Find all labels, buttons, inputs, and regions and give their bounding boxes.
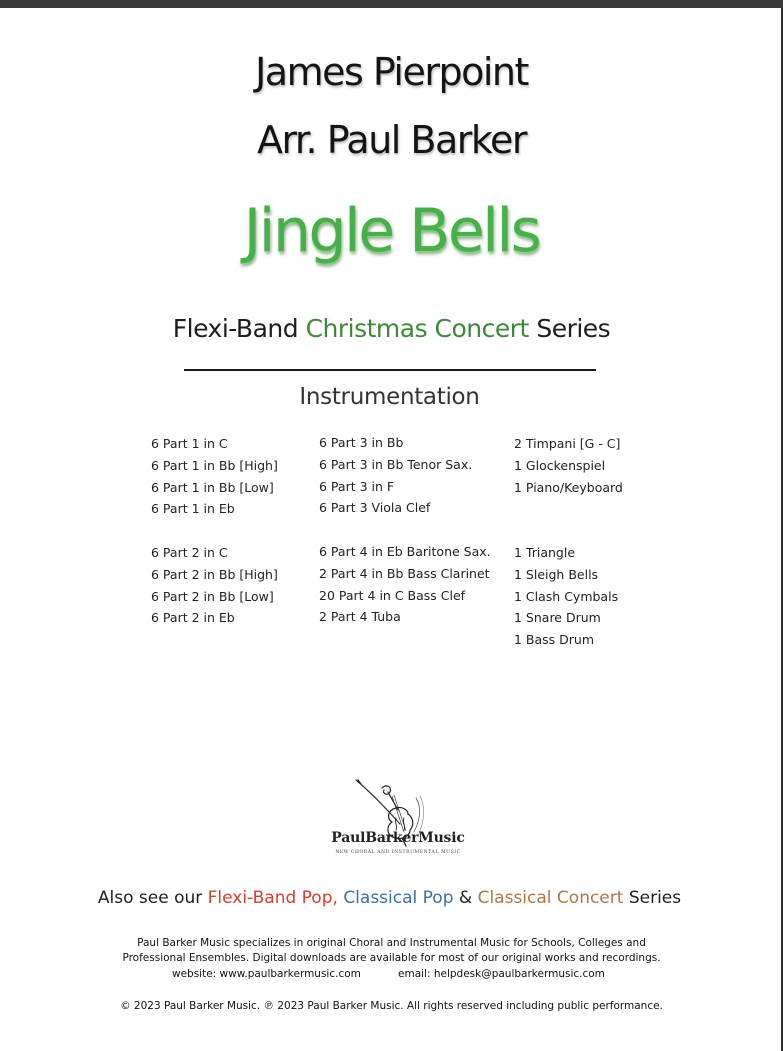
- copyright-notice: © 2023 Paul Barker Music. ℗ 2023 Paul Barker Music. All rights reserved including public performance.: [120, 1000, 663, 1012]
- promo-prefix: Also see our: [97, 888, 208, 908]
- column-gap: [319, 519, 491, 541]
- instrumentation-column-2: [319, 432, 491, 628]
- instrument-item: 2 Part 4 in Bb Bass Clarinet: [319, 565, 490, 581]
- instrument-item: 6 Part 3 Viola Clef: [319, 500, 431, 516]
- instrument-item: 6 Part 2 in Eb: [151, 610, 235, 626]
- instrument-item: 6 Part 1 in Eb: [151, 501, 235, 517]
- piece-title: Jingle Bells: [243, 196, 540, 266]
- instrument-item: 6 Part 1 in C: [151, 436, 228, 451]
- column-gap: [514, 520, 623, 542]
- promo-classical-concert: Classical Concert: [477, 888, 624, 908]
- footer-line-1: Paul Barker Music specializes in original Choral and Instrumental Music for Schools, Colleges and: [137, 937, 646, 949]
- instrument-item: 6 Part 3 in Bb Tenor Sax.: [319, 456, 473, 472]
- series-line: [0, 314, 783, 343]
- series-suffix: Series: [528, 314, 611, 343]
- composer-name: James Pierpoint: [255, 50, 528, 94]
- column-gap: [514, 498, 623, 520]
- instrument-item: 1 Triangle: [514, 544, 576, 560]
- divider-rule: [184, 369, 596, 371]
- promo-line: [0, 888, 779, 908]
- instrument-item: 1 Snare Drum: [514, 610, 601, 626]
- instrument-item: 6 Part 2 in C: [151, 544, 228, 560]
- instrument-item: 2 Part 4 Tuba: [319, 609, 401, 625]
- promo-ampersand: &: [453, 888, 478, 908]
- footer-description: [0, 936, 783, 966]
- instrument-item: 1 Clash Cymbals: [514, 588, 619, 604]
- instrument-item: 6 Part 2 in Bb [High]: [151, 566, 278, 582]
- website-text: website: www.paulbarkermusic.com: [172, 968, 361, 980]
- instrument-item: 2 Timpani [G - C]: [514, 436, 621, 451]
- email-text: email: helpdesk@paulbarkermusic.com: [398, 968, 605, 980]
- logo-tagline: NEW CHORAL AND INSTRUMENTAL MUSIC: [335, 850, 461, 855]
- promo-flexi-band-pop: Flexi-Band Pop,: [207, 888, 338, 908]
- instrument-item: 1 Bass Drum: [514, 632, 595, 648]
- instrumentation-column-3: [514, 433, 623, 651]
- instrument-item: 1 Sleigh Bells: [514, 566, 599, 582]
- instrumentation-heading: Instrumentation: [299, 384, 480, 410]
- instrument-item: 6 Part 3 in Bb: [319, 435, 404, 450]
- window-top-bar: [0, 0, 783, 8]
- instrument-item: 6 Part 1 in Bb [High]: [151, 457, 278, 473]
- series-prefix: Flexi-Band: [172, 314, 306, 343]
- arranger-name: Arr. Paul Barker: [256, 118, 527, 162]
- instrument-item: 6 Part 4 in Eb Baritone Sax.: [319, 543, 491, 559]
- instrumentation-column-1: [151, 433, 278, 629]
- instrument-item: 6 Part 1 in Bb [Low]: [151, 479, 274, 495]
- instrument-item: 20 Part 4 in C Bass Clef: [319, 587, 466, 603]
- instrument-item: 1 Piano/Keyboard: [514, 479, 623, 495]
- instrument-item: 6 Part 3 in F: [319, 478, 395, 494]
- promo-suffix: Series: [623, 888, 682, 908]
- footer-line-2: Professional Ensembles. Digital downloads are available for most of our original works and recordings.: [122, 952, 661, 964]
- series-name: Christmas Concert: [305, 314, 529, 343]
- column-gap: [151, 520, 278, 542]
- logo-wordmark: PaulBarkerMusic: [331, 830, 465, 846]
- promo-classical-pop: Classical Pop: [343, 888, 454, 908]
- instrument-item: 6 Part 2 in Bb [Low]: [151, 588, 274, 604]
- instrument-item: 1 Glockenspiel: [514, 457, 606, 473]
